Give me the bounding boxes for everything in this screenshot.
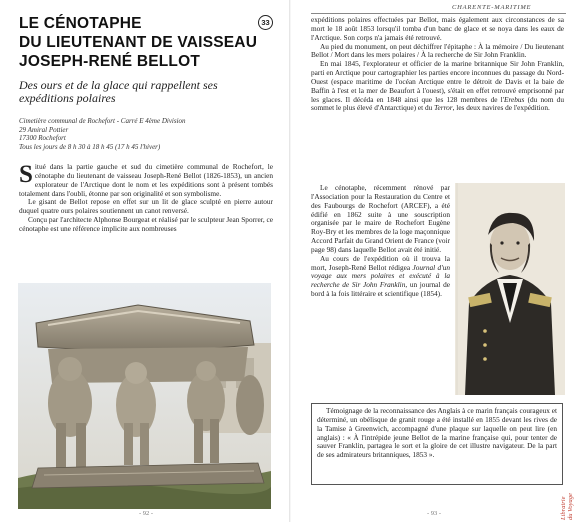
paragraph-text: itué dans la partie gauche et sud du cimetière communal de Rochefort, le cénotaphe du lieutenant de vaisseau Joseph-René Bellot (1826-1853), un ancien explorateur de l'Arctique dont le nom et les expéditions sont à présent tombés totalement dans l'oubli, étonne par son originalité et son symbolisme. (19, 162, 273, 198)
bookshop-watermark (559, 490, 581, 522)
paragraph-text: Au cours de l'expédition où il trouva la mort, Joseph-René Bellot rédigea (311, 253, 450, 272)
paragraph-text: En mai 1845, l'explorateur et officier de la marine britannique Sir John Franklin, parti en Arctique pour cartographier les parties encore inconnues du passage du Nord-Ouest (espace maritime de l'océan Arctique entre le détroit de Davis et la baie de Baffin à l'est et la mer de Beaufort à l'ouest), s'était en effet retrouvé emprisonné par les glaces. Il décéda en 1848 ainsi que les 128 membres de l' (311, 59, 564, 104)
address-line: 17300 Rochefort (19, 134, 66, 143)
paragraph: Le cénotaphe, récemment rénové par l'Association pour la Restauration du Centre et des Faubourgs de Rochefort (ARCEF), a été édifié en 1862 suite à une souscription organisée par le maire de Rochefort Eugène Roy-Bry et les membres de la loge maçonnique Accord Parfait du Grand Orient de France (voir page 98) dans laquelle Bellot avait été initié. (311, 183, 450, 254)
subtitle: Des ours et de la glace qui rappellent ses expéditions polaires (19, 78, 218, 105)
right-page (291, 0, 581, 522)
title-line-2: DU LIEUTENANT DE VAISSEAU (19, 34, 258, 51)
title-line-3: JOSEPH-RENÉ BELLOT (19, 53, 201, 70)
svg-text:du Voyage: du Voyage (567, 493, 574, 520)
book-title: Journal d'un voyage aux mers polaires et exécuté à la recherche de Sir John Franklin (311, 262, 451, 290)
svg-text:Librairie: Librairie (560, 496, 567, 520)
bellot-portrait (455, 183, 565, 395)
cenotaph-illustration (18, 283, 271, 509)
paragraph-text: , les deux navires de l'expédition. (452, 103, 550, 113)
paragraph-text: (du nom du sommet le plus élevé d'Antarctique) et du (311, 94, 564, 113)
page-number: - 92 - (139, 510, 154, 517)
address-line: Tous les jours de 8 h 30 à 18 h 45 (17 h 45 l'hiver) (19, 142, 161, 151)
paragraph: expéditions polaires effectuées par Bellot, mais également aux circonstances de sa mort le 18 août 1853 lorsqu'il tomba d'un banc de glace et se noya dans les eaux de l'Arctique. Son corps n'a jamais été retrouvé. (311, 15, 564, 42)
paragraph: Conçu par l'architecte Alphonse Bourgeat et réalisé par le sculpteur Jean Sporrer, ce cénotaphe est une référence implicite aux nombreuses (19, 215, 273, 233)
ship-name: Erebus (504, 94, 525, 104)
page-title (19, 14, 259, 71)
sidebar-box (311, 403, 563, 485)
running-head: CHARENTE-MARITIME (452, 4, 532, 11)
drop-cap: S (19, 161, 33, 188)
watermark-logo-icon (559, 490, 581, 522)
address-line: Cimetière communal de Rochefort - Carré E 4ème Division (19, 117, 186, 125)
left-body-text (19, 163, 273, 234)
cenotaph-photo (18, 283, 271, 509)
paragraph: Au pied du monument, on peut déchiffrer l'épitaphe : À la mémoire / Du lieutenant Bellot / Mort dans les mers polaires / À la recherche de Sir John Franklin. (311, 41, 564, 60)
ship-name: Terror (434, 103, 453, 113)
header-rule (311, 13, 566, 14)
paragraph: Le gisant de Bellot repose en effet sur un lit de glace sculpté en pierre autour duquel quatre ours polaires soutiennent un canot renversé. (19, 197, 273, 216)
paragraph (19, 163, 273, 198)
paragraph-text: , un journal de bord à la fois littéraire et scientifique (1854). (311, 280, 450, 299)
box-text: Témoignage de la reconnaissance des Anglais à ce marin français courageux et déterminé, un obélisque de granit rouge a été installé en 1855 devant les rives de la Tamise à Greenwich, accompagné d'une plaque sur laquelle on peut lire (en anglais) : « À l'intrépide jeune Bellot de la marine française qui, pour tenter de sauver Franklin, partagea le sort et la gloire de cet illustre navigateur. De la part de ses admirateurs britanniques, 1853 ». (317, 406, 557, 460)
right-body-top (311, 16, 564, 113)
title-line-1: LE CÉNOTAPHE (19, 15, 142, 32)
left-page (0, 0, 290, 522)
paragraph (311, 255, 450, 299)
right-body-column (311, 184, 450, 299)
portrait-engraving (455, 183, 565, 395)
paragraph (311, 60, 564, 113)
entry-number-badge: 33 (258, 15, 273, 30)
address-block (19, 117, 274, 151)
address-line: 29 Amiral Pottier (19, 125, 69, 134)
page-number: - 93 - (427, 510, 442, 517)
